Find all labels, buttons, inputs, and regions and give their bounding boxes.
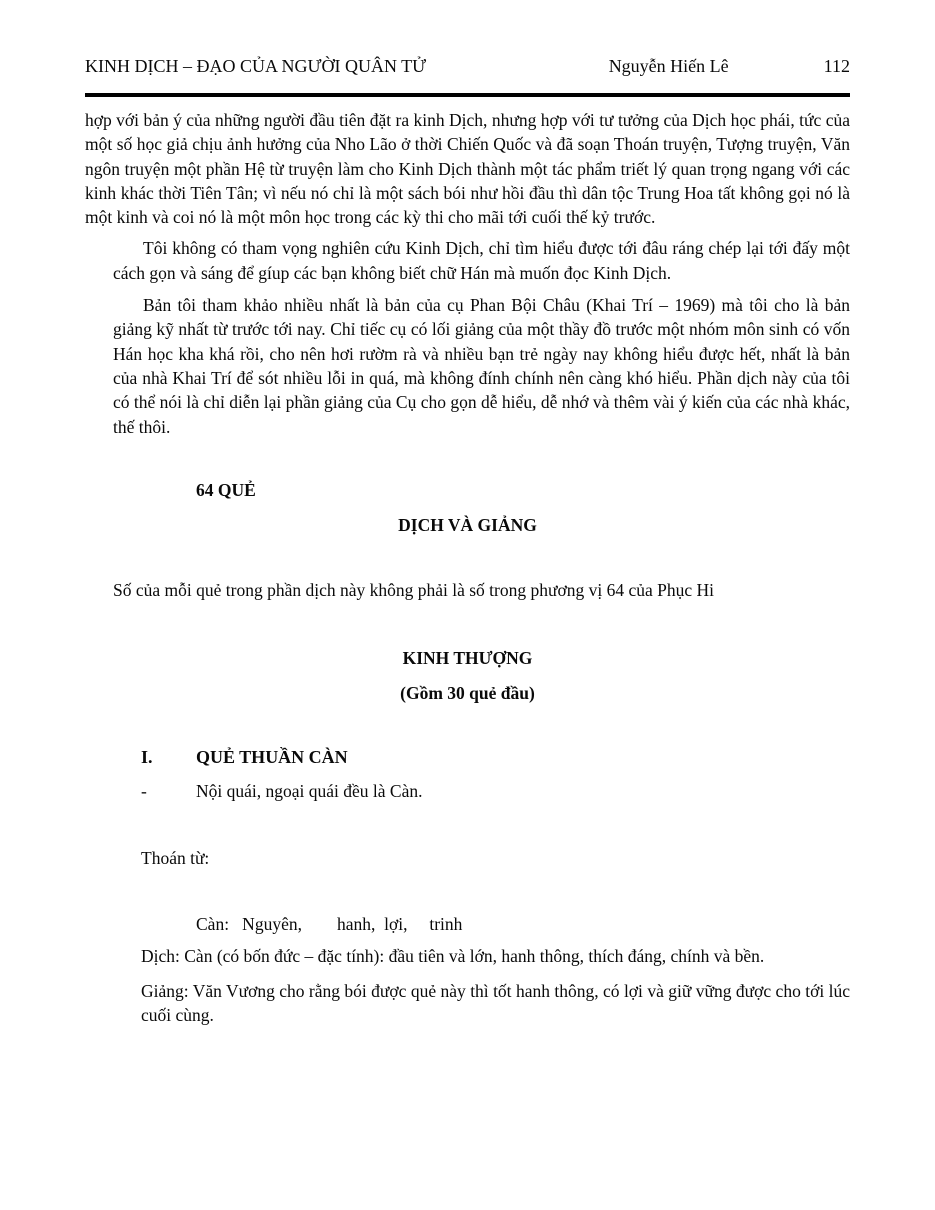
section-kicker: 64 QUẺ [196, 479, 256, 500]
running-title: KINH DỊCH – ĐẠO CỦA NGƯỜI QUÂN TỬ [85, 56, 427, 76]
section-note: Số của mỗi quẻ trong phần dịch này không phải là số trong phương vị 64 của Phục Hi [113, 580, 715, 601]
author-name: Nguyễn Hiến Lê [608, 56, 729, 76]
thoan-tu-text: Càn: Nguyên, hanh, lợi, trinh [196, 914, 463, 935]
header-divider-rule [85, 93, 850, 97]
intro-paragraph-2: Tôi không có tham vọng nghiên cứu Kinh Dịch, chỉ tìm hiểu được tới đâu ráng chép lại tới đấy một cách gọn và sáng để gíup các bạn không biết chữ Hán mà muốn đọc Kinh Dịch. [113, 238, 850, 283]
bullet-dash-marker: - [141, 780, 147, 801]
thoan-tu-label: Thoán từ: [141, 847, 210, 868]
intro-paragraph-3: Bản tôi tham khảo nhiều nhất là bản của cụ Phan Bội Châu (Khai Trí – 1969) mà tôi cho là bản giảng kỹ nhất từ trước tới nay. Chỉ tiếc cụ có lối giảng của một thầy đồ trước một nhóm môn sinh có vốn Hán học kha khá rồi, cho nên hơi rườm rà và nhiều bạn trẻ ngày nay không hiểu được hết, nhất là bản của nhà Khai Trí để sót nhiều lỗi in quá, mà không đính chính nên càng khó hiểu. Phần dịch này của tôi có thể nói là chỉ diễn lại phần giảng của Cụ cho gọn dễ hiểu, dễ nhớ và thêm vài ý kiến của các nhà khác, thế thôi. [113, 295, 850, 437]
giang-paragraph: Giảng: Văn Vương cho rằng bói được quẻ này thì tốt hanh thông, có lợi và giữ vững được cho tới lúc cuối cùng. [141, 980, 850, 1026]
part-title: KINH THƯỢNG [402, 647, 533, 668]
page-header [85, 55, 850, 77]
hexagram-number: I. [141, 747, 153, 768]
bullet-text: Nội quái, ngoại quái đều là Càn. [196, 780, 423, 801]
section-title: DỊCH VÀ GIẢNG [398, 515, 537, 536]
part-subtitle: (Gồm 30 quẻ đầu) [400, 683, 535, 704]
hexagram-bullet-line [141, 779, 850, 803]
hexagram-heading [141, 745, 850, 769]
hexagram-name: QUẺ THUẦN CÀN [196, 747, 348, 768]
page-number: 112 [823, 56, 850, 76]
intro-paragraph-1: hợp với bản ý của những người đầu tiên đặt ra kinh Dịch, nhưng hợp với tư tưởng của Dịch học phái, tức của một số học giả chịu ảnh hưởng của Nho Lão ở thời Chiến Quốc và đã soạn Thoán truyện, Tượng truyện, Văn ngôn truyện một phần Hệ từ truyện làm cho Kinh Dịch thành một tác phẩm triết lý quan trọng ngang với các kinh khác thời Tiên Tân; vì nếu nó chỉ là một sách bói như hồi đầu thì dân tộc Trung Hoa tất không gọi nó là một kinh và coi nó là một môn học trong các kỳ thi cho mãi tới cuối thế kỷ trước. [85, 110, 850, 228]
dich-paragraph: Dịch: Càn (có bốn đức – đặc tính): đầu tiên và lớn, hanh thông, thích đáng, chính và bền. [141, 945, 765, 966]
